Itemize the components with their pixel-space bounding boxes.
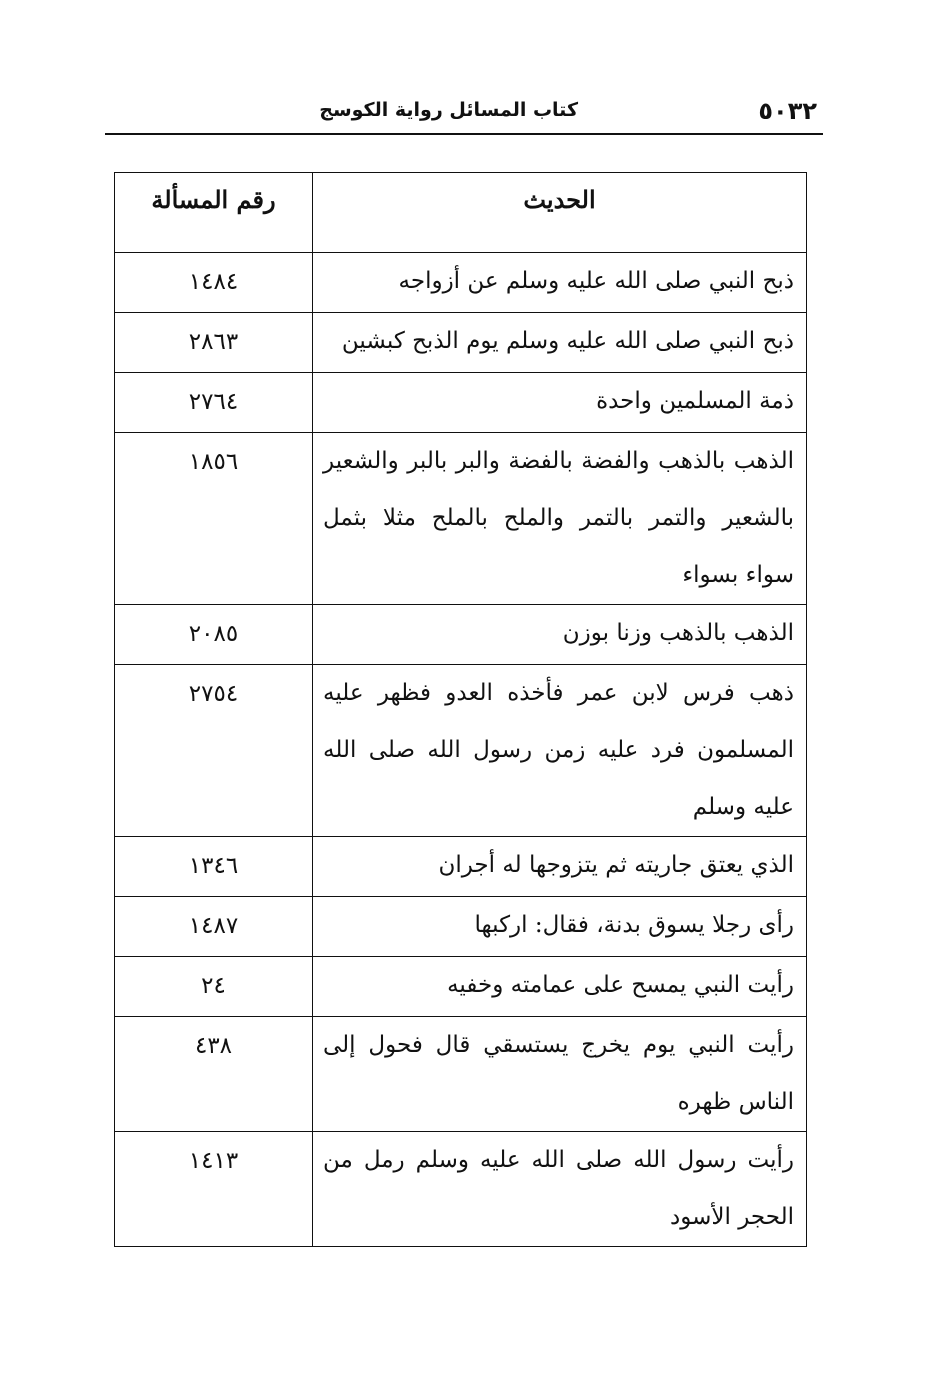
hadith-cell: الذي يعتق جاريته ثم يتزوجها له أجران bbox=[313, 837, 807, 897]
number-cell: ٢٨٦٣ bbox=[115, 313, 313, 373]
number-cell: ١٨٥٦ bbox=[115, 433, 313, 605]
table-row bbox=[115, 957, 807, 1017]
hadith-cell: رأيت النبي يوم يخرج يستسقي قال فحول إلى الناس ظهره bbox=[313, 1017, 807, 1132]
number-cell: ٢٠٨٥ bbox=[115, 605, 313, 665]
table-row bbox=[115, 253, 807, 313]
table-row bbox=[115, 373, 807, 433]
table-header-row bbox=[115, 173, 807, 253]
number-cell: ٢٤ bbox=[115, 957, 313, 1017]
hadith-cell: رأيت النبي يمسح على عمامته وخفيه bbox=[313, 957, 807, 1017]
number-cell: ١٤٨٤ bbox=[115, 253, 313, 313]
number-cell: ٤٣٨ bbox=[115, 1017, 313, 1132]
number-cell: ١٣٤٦ bbox=[115, 837, 313, 897]
table-row bbox=[115, 1017, 807, 1132]
table-row bbox=[115, 837, 807, 897]
table-row bbox=[115, 665, 807, 837]
number-cell: ١٤٨٧ bbox=[115, 897, 313, 957]
table-row bbox=[115, 605, 807, 665]
hadith-index-table bbox=[114, 172, 807, 1247]
page-header bbox=[105, 95, 823, 135]
hadith-cell: رأى رجلا يسوق بدنة، فقال: اركبها bbox=[313, 897, 807, 957]
hadith-cell: رأيت رسول الله صلى الله عليه وسلم رمل من الحجر الأسود bbox=[313, 1132, 807, 1247]
hadith-cell: ذمة المسلمين واحدة bbox=[313, 373, 807, 433]
hadith-cell: ذهب فرس لابن عمر فأخذه العدو فظهر عليه المسلمون فرد عليه زمن رسول الله صلى الله عليه وسلم bbox=[313, 665, 807, 837]
hadith-cell: ذبح النبي صلى الله عليه وسلم عن أزواجه bbox=[313, 253, 807, 313]
number-cell: ٢٧٥٤ bbox=[115, 665, 313, 837]
page-number: ٥٠٣٢ bbox=[758, 97, 817, 125]
table-row bbox=[115, 313, 807, 373]
table-row bbox=[115, 897, 807, 957]
number-cell: ١٤١٣ bbox=[115, 1132, 313, 1247]
column-header-number: رقم المسألة bbox=[115, 173, 313, 253]
table-row bbox=[115, 433, 807, 605]
column-header-hadith: الحديث bbox=[313, 173, 807, 253]
hadith-cell: الذهب بالذهب وزنا بوزن bbox=[313, 605, 807, 665]
table-row bbox=[115, 1132, 807, 1247]
hadith-cell: ذبح النبي صلى الله عليه وسلم يوم الذبح كبشين bbox=[313, 313, 807, 373]
number-cell: ٢٧٦٤ bbox=[115, 373, 313, 433]
running-title: كتاب المسائل رواية الكوسج bbox=[319, 99, 578, 121]
hadith-cell: الذهب بالذهب والفضة بالفضة والبر بالبر والشعير بالشعير والتمر بالتمر والملح بالملح مثلا بثمل سواء بسواء bbox=[313, 433, 807, 605]
